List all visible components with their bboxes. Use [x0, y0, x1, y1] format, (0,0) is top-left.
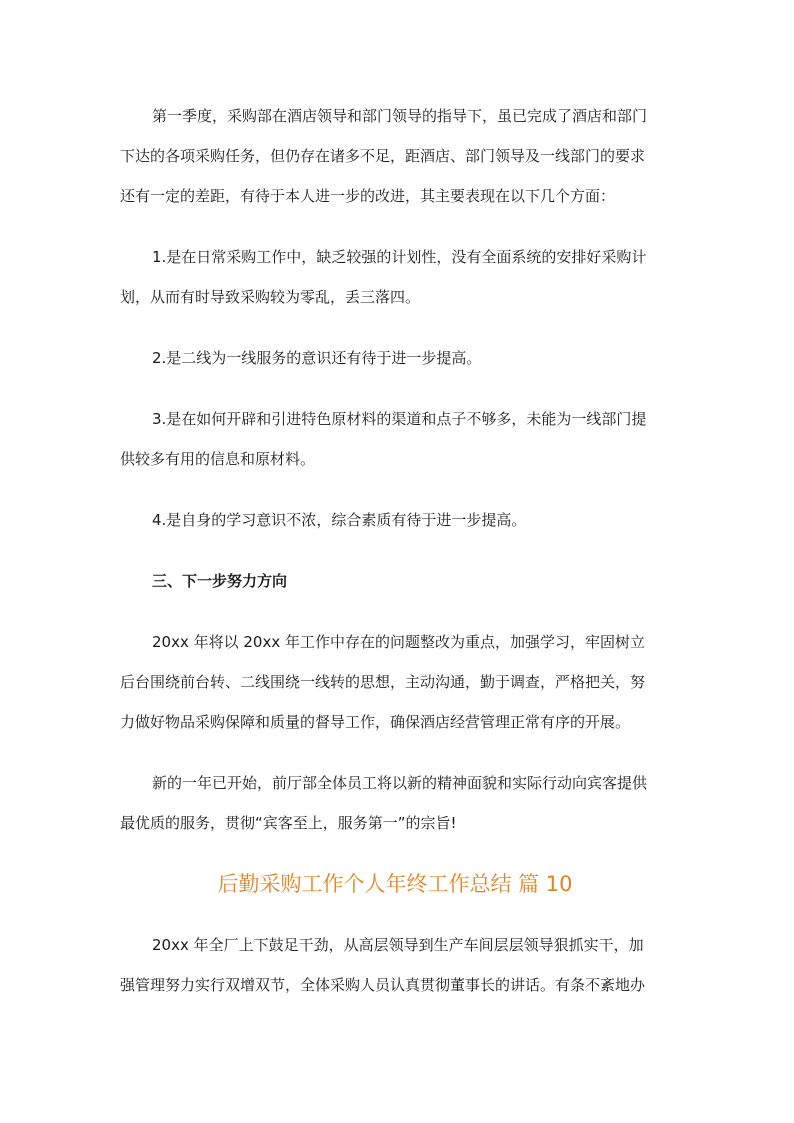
- text-line: 3.是在如何开辟和引进特色原材料的渠道和点子不够多，未能为一线部门提: [152, 410, 647, 428]
- text-line: 力做好物品采购保障和质量的督导工作，确保酒店经营管理正常有序的开展。: [120, 713, 631, 731]
- text-line: 后台围绕前台转、二线围绕一线转的思想，主动沟通，勤于调查，严格把关，努: [120, 673, 646, 691]
- text-line: 第一季度，采购部在酒店领导和部门领导的指导下，虽已完成了酒店和部门: [152, 107, 648, 125]
- text-line: 4.是自身的学习意识不浓，综合素质有待于进一步提高。: [152, 511, 527, 529]
- text-line: 强管理努力实行双增双节，全体采购人员认真贯彻董事长的讲话。有条不紊地办: [120, 976, 646, 994]
- paragraph-year-summary: [120, 925, 680, 1005]
- paragraph-plan: [120, 622, 680, 742]
- paragraph-intro: [120, 96, 680, 216]
- text-line: 供较多有用的信息和原材料。: [120, 450, 316, 468]
- text-line: 下达的各项采购任务，但仍存在诸多不足，距酒店、部门领导及一线部门的要求: [120, 147, 646, 165]
- paragraph-point-1: [120, 237, 680, 317]
- text-line: 还有一定的差距，有待于本人进一步的改进，其主要表现在以下几个方面：: [120, 187, 616, 205]
- paragraph-point-3: [120, 399, 680, 479]
- document-page: [120, 96, 680, 1026]
- paragraph-closing: [120, 763, 680, 843]
- text-line: 最优质的服务，贯彻“宾客至上，服务第一”的宗旨!: [120, 814, 457, 832]
- paragraph-point-2: [120, 338, 680, 378]
- text-line: 20xx 年全厂上下鼓足干劲，从高层领导到生产车间层层领导狠抓实干，加: [152, 936, 644, 954]
- text-line: 1.是在日常采购工作中，缺乏较强的计划性，没有全面系统的安排好采购计: [152, 248, 647, 266]
- document-title: 后勤采购工作个人年终工作总结 篇 10: [217, 872, 573, 896]
- text-line: 划，从而有时导致采购较为零乱，丢三落四。: [120, 288, 421, 306]
- paragraph-point-4: [120, 500, 680, 540]
- text-line: 新的一年已开始，前厅部全体员工将以新的精神面貌和实际行动向宾客提供: [152, 774, 648, 792]
- section-heading: 三、下一步努力方向: [152, 572, 288, 590]
- text-line: 2.是二线为一线服务的意识还有待于进一步提高。: [152, 349, 482, 367]
- text-line: 20xx 年将以 20xx 年工作中存在的问题整改为重点，加强学习，牢固树立: [152, 633, 645, 651]
